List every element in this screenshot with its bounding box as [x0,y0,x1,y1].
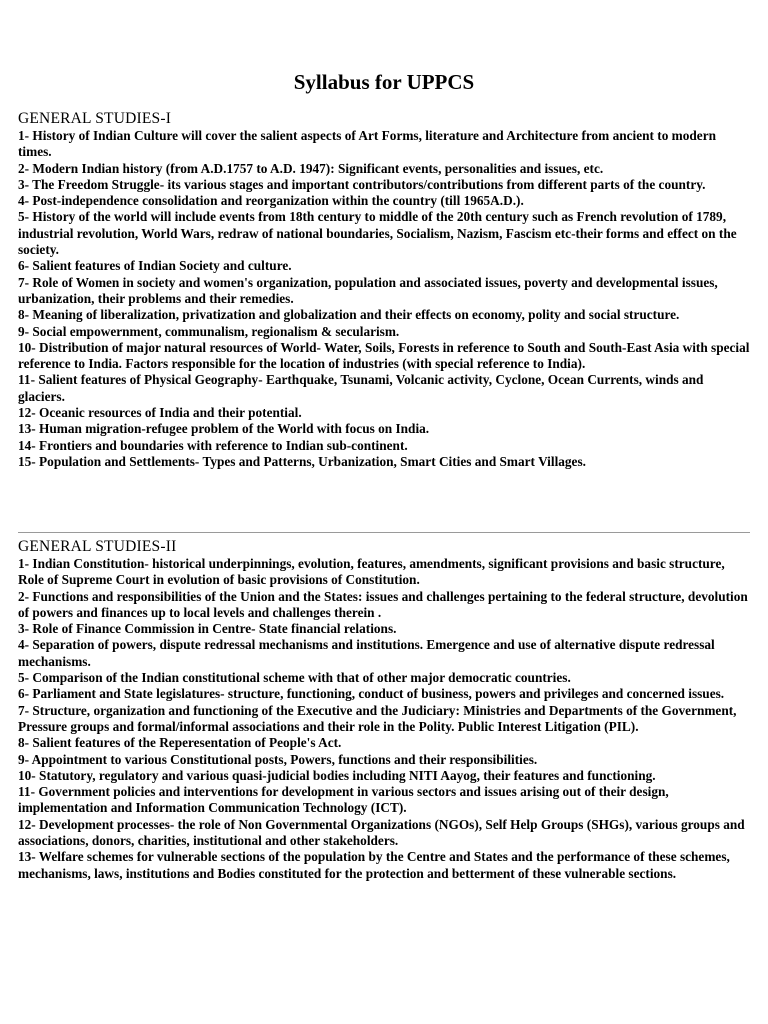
list-item: 3- Role of Finance Commission in Centre- State financial relations. [18,621,397,637]
list-item: 5- History of the world will include events from 18th century to middle of the 20th century such as French revolution of 1789, industrial revolution, World Wars, redraw of national boundaries, Socialism, Nazism, Fascism etc-their forms and effect on the society. [18,209,737,258]
syllabus-list [18,128,752,470]
list-item: 10- Statutory, regulatory and various quasi-judicial bodies including NITI Aayog, their features and functioning. [18,767,656,783]
list-item: 3- The Freedom Struggle- its various stages and important contributors/contributions from different parts of the country. [18,176,706,192]
section-divider [18,532,750,533]
list-item: 1- History of Indian Culture will cover the salient aspects of Art Forms, literature and Architecture from ancient to modern times. [18,128,716,160]
list-item: 11- Government policies and interventions for development in various sectors and issues arising out of their design, implementation and Information Communication Technology (ICT). [18,784,669,816]
list-item: 9- Social empowernment, communalism, regionalism & secularism. [18,323,400,339]
list-item: 4- Post-independence consolidation and reorganization within the country (till 1965A.D.). [18,193,524,209]
list-item: 8- Meaning of liberalization, privatization and globalization and their effects on economy, polity and social structure. [18,307,680,323]
section-general-studies-1 [18,110,752,470]
list-item: 13- Human migration-refugee problem of the World with focus on India. [18,421,430,437]
section-general-studies-2 [18,538,752,882]
list-item: 12- Development processes- the role of Non Governmental Organizations (NGOs), Self Help Groups (SHGs), various groups and associations, donors, charities, institutional and other stakeholders. [18,816,745,849]
list-item: 7- Role of Women in society and women's organization, population and associated issues, poverty and developmental issues, urbanization, their problems and their remedies. [18,274,718,306]
section-heading: GENERAL STUDIES-II [18,538,177,555]
list-item: 5- Comparison of the Indian constitutional scheme with that of other major democratic countries. [18,670,571,686]
list-item: 8- Salient features of the Reperesentation of People's Act. [18,735,342,751]
list-item: 6- Parliament and State legislatures- structure, functioning, conduct of business, powers and privileges and concerned issues. [18,686,725,702]
list-item: 4- Separation of powers, dispute redressal mechanisms and institutions. Emergence and use of alternative dispute redressal mechanisms. [18,637,715,669]
list-item: 15- Population and Settlements- Types and Patterns, Urbanization, Smart Cities and Smart Villages. [18,453,586,469]
list-item: 6- Salient features of Indian Society and culture. [18,258,292,274]
list-item: 1- Indian Constitution- historical underpinnings, evolution, features, amendments, significant provisions and basic structure, Role of Supreme Court in evolution of basic provisions of Constitution. [18,556,725,588]
list-item: 11- Salient features of Physical Geography- Earthquake, Tsunami, Volcanic activity, Cyclone, Ocean Currents, winds and glaciers. [18,372,704,404]
list-item: 12- Oceanic resources of India and their potential. [18,405,302,421]
section-heading: GENERAL STUDIES-I [18,110,172,127]
document-title: Syllabus for UPPCS [293,70,475,94]
list-item: 14- Frontiers and boundaries with reference to Indian sub-continent. [18,437,408,453]
list-item: 9- Appointment to various Constitutional posts, Powers, functions and their responsibilities. [18,751,538,767]
list-item: 10- Distribution of major natural resources of World- Water, Soils, Forests in reference to South and South-East Asia with special reference to India. Factors responsible for the location of industries (with special reference to India). [18,339,750,372]
list-item: 13- Welfare schemes for vulnerable sections of the population by the Centre and States and the performance of these schemes, mechanisms, laws, institutions and Bodies constituted for the protection and betterment of these vulnerable sections. [18,849,730,881]
list-item: 7- Structure, organization and functioning of the Executive and the Judiciary: Ministries and Departments of the Government, Pressure groups and formal/informal associations and their role in the Polity. Public Interest Litigation (PIL). [18,702,737,734]
list-item: 2- Functions and responsibilities of the Union and the States: issues and challenges pertaining to the federal structure, devolution of powers and finances up to local levels and challenges therein . [18,588,748,620]
list-item: 2- Modern Indian history (from A.D.1757 to A.D. 1947): Significant events, personalities and issues, etc. [18,160,604,176]
syllabus-list [18,556,752,882]
